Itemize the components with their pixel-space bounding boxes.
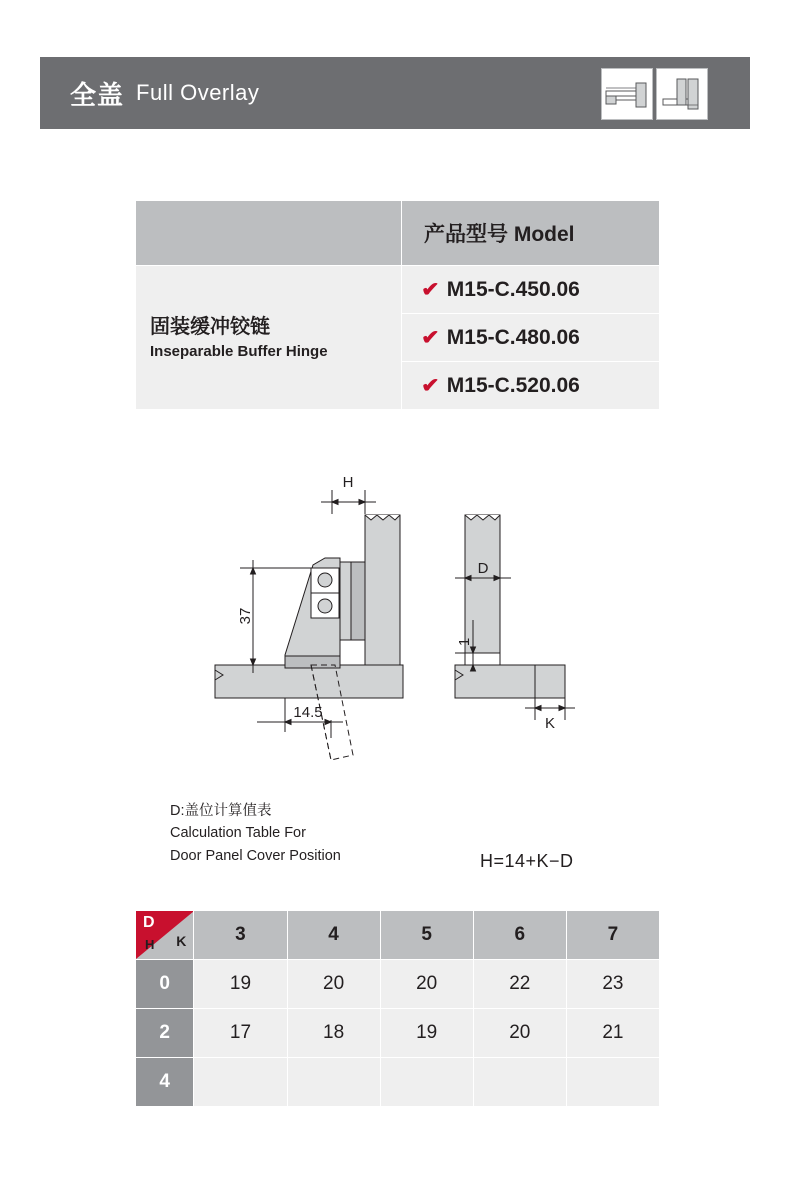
h-header-row-2: 2 [136,1009,194,1058]
model-table-header-model: 产品型号 Model [402,201,660,266]
k-header-5: 7 [566,911,659,960]
technical-drawing [135,470,660,800]
drawing-label-d: D [477,560,489,577]
model-cell-3[interactable] [402,362,660,410]
model-label-2: M15-C.480.06 [446,326,580,349]
check-icon: ✔ [421,327,440,349]
table-cell: 22 [473,960,566,1009]
hinge-overlay-icon [656,68,708,120]
cover-position-table [135,910,660,1107]
header-title-cn: 全盖 [70,79,125,110]
product-name-cn: 固装缓冲铰链 [150,316,270,338]
product-name-cell [136,266,402,410]
hinge-side-view-icon [601,68,653,120]
table-cell: 20 [473,1009,566,1058]
model-cell-2[interactable] [402,314,660,362]
check-icon: ✔ [421,375,440,397]
k-header-1: 3 [194,911,287,960]
table-cell: 21 [566,1009,659,1058]
table-cell: 18 [287,1009,380,1058]
table-cell [566,1058,659,1107]
page-header-banner [40,57,750,129]
table-cell: 23 [566,960,659,1009]
corner-label-h: H [145,937,155,952]
model-table-blank-header [136,201,402,266]
drawing-label-k: K [544,715,556,732]
drawing-dim-1: 1 [456,637,473,647]
h-header-row-3: 4 [136,1058,194,1107]
corner-label-k: K [176,933,187,949]
calc-formula: H=14+K−D [480,851,574,871]
h-header-row-1: 0 [136,960,194,1009]
corner-label-d: D [143,914,155,931]
table-row [136,960,660,1009]
table-cell [473,1058,566,1107]
table-cell: 19 [380,1009,473,1058]
calc-caption-cn: D:盖位计算值表 [170,803,272,819]
header-title-en: Full Overlay [136,80,260,105]
drawing-dim-37: 37 [237,607,254,625]
table-cell [194,1058,287,1107]
k-header-4: 6 [473,911,566,960]
check-icon: ✔ [421,279,440,301]
calc-caption-en-line1: Calculation Table For [170,825,306,842]
k-header-2: 4 [287,911,380,960]
header-icon-group [601,68,708,120]
drawing-dim-14-5: 14.5 [293,704,323,721]
table-row [136,1009,660,1058]
table-corner-cell [136,911,194,960]
model-label-3: M15-C.520.06 [446,374,580,397]
k-header-3: 5 [380,911,473,960]
calc-caption-en-line2: Door Panel Cover Position [170,847,341,864]
model-cell-1[interactable] [402,266,660,314]
model-table [135,200,660,410]
product-name-en: Inseparable Buffer Hinge [150,343,328,360]
drawing-label-h: H [342,474,354,491]
table-cell: 19 [194,960,287,1009]
table-cell: 20 [380,960,473,1009]
table-cell: 17 [194,1009,287,1058]
table-cell [380,1058,473,1107]
table-cell [287,1058,380,1107]
model-table-header-row [136,201,660,266]
table-row [136,1058,660,1107]
table-cell: 20 [287,960,380,1009]
table-header-row [136,911,660,960]
model-label-1: M15-C.450.06 [446,278,580,301]
table-row [136,266,660,314]
calc-table-caption [170,800,470,867]
